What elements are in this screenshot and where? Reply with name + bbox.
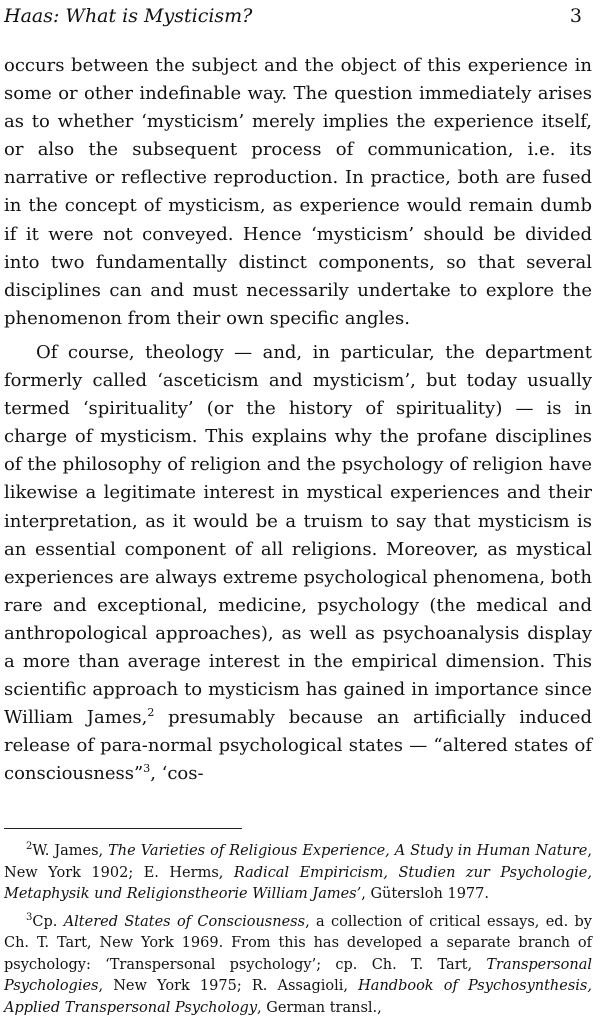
footnote-2-title-1: The Varieties of Religious Experience, A Study in Human Nature bbox=[108, 843, 588, 860]
running-head bbox=[4, 4, 592, 32]
footnote-3-text-2: , a collection of critical essays, ed. by Ch. T. Tart, New York 1969. From this has developed a separate branch of psychology: ‘Transpersonal psychology’; cp. Ch. T. Tart, bbox=[4, 913, 592, 973]
footnote-3-title-2: Transpersonal Psychologies bbox=[4, 956, 592, 995]
paragraph-1: occurs between the subject and the object of this experience in some or other indefinable way. The question immediately arises as to whether ‘mysticism’ merely implies the experience itself, or also the subsequent process of communication, i.e. its narrative or reflective reproduction. In practice, both are fused in the concept of mysticism, as experience would remain dumb if it were not conveyed. Hence ‘mysticism’ should be divided into two fundamentally distinct components, so that several disciplines can and must necessarily undertake to explore the phenomenon from their own specific angles. bbox=[4, 55, 592, 329]
running-head-title: Haas: What is Mysticism? bbox=[4, 5, 253, 27]
body-text bbox=[4, 52, 592, 788]
footnote-3 bbox=[4, 912, 592, 1020]
footnotes bbox=[4, 841, 592, 1019]
footnote-3-text-1: Cp. bbox=[32, 913, 64, 930]
paragraph-2 bbox=[4, 339, 592, 789]
footnote-3-title-1: Altered States of Consciousness bbox=[63, 913, 306, 930]
footnote-3-marker: 3 bbox=[26, 912, 33, 924]
page-number: 3 bbox=[569, 5, 582, 27]
footnote-2-text-3: , Gütersloh 1977. bbox=[361, 886, 489, 903]
footnote-3-title-3: Handbook of Psychosynthesis, Applied Transpersonal Psychology bbox=[4, 978, 592, 1016]
footnote-3-text-4: , German transl., bbox=[257, 999, 382, 1016]
footnote-2-marker: 2 bbox=[26, 841, 33, 853]
paragraph-2-part-2: presumably because an artificially induced release of para-normal psychological states — “altered states of consciousness” bbox=[4, 707, 592, 785]
footnote-2-title-2: Radical Empiricism, Studien zur Psychologie, Metaphysik und Religionstheorie William James’ bbox=[4, 864, 592, 903]
footnote-2-text-2: , New York 1902; E. Herms, bbox=[4, 843, 592, 881]
footnote-3-text-3: , New York 1975; R. Assagioli, bbox=[98, 978, 359, 995]
footnote-ref-3: 3 bbox=[143, 762, 151, 776]
footnote-rule bbox=[4, 828, 242, 829]
paragraph-2-part-1: Of course, theology — and, in particular, the department formerly called ‘asceticism and mysticism’, but today usually termed ‘spirituality’ (or the history of spirituality) — is in charge of mysticism. This explains why the profane disciplines of the philosophy of religion and the psychology of religion have likewise a legitimate interest in mystical experiences and their interpretation, as it would be a truism to say that mysticism is an essential component of all religions. Moreover, as mystical experiences are always extreme psychological phenomena, both rare and exceptional, medicine, psychology (the medical and anthropological approaches), as well as psychoanalysis display a more than average interest in the empirical dimension. This scientific approach to mysticism has gained in importance since William James, bbox=[4, 341, 592, 729]
footnote-ref-2: 2 bbox=[147, 706, 155, 720]
footnote-2 bbox=[4, 841, 592, 906]
footnote-2-text-1: W. James, bbox=[32, 843, 109, 860]
paragraph-2-part-3: , ‘cos- bbox=[150, 763, 204, 785]
